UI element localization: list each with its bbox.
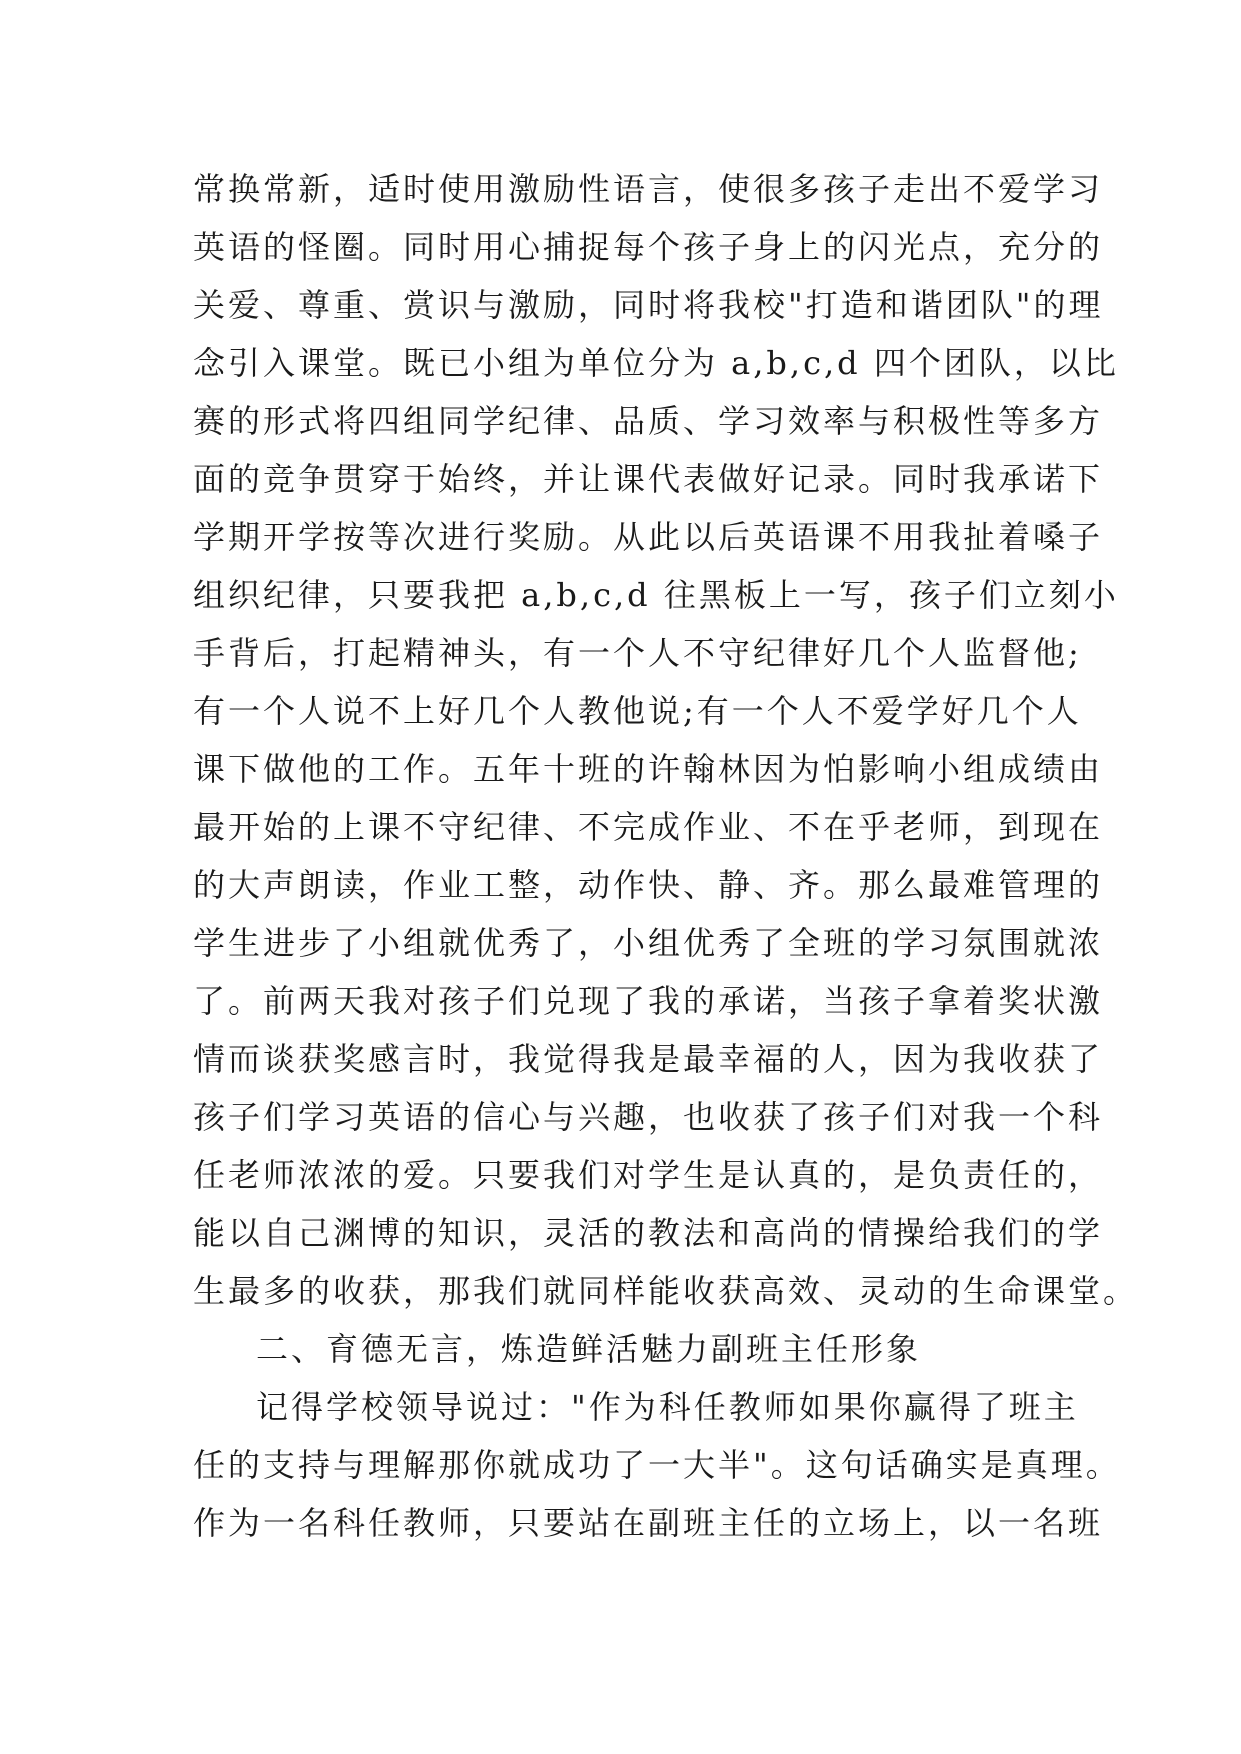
text-line: 最开始的上课不守纪律、不完成作业、不在乎老师，到现在 [193, 808, 1104, 846]
text-line: 念引入课堂。既已小组为单位分为 a,b,c,d 四个团队，以比 [193, 344, 1119, 382]
text-line: 生最多的收获，那我们就同样能收获高效、灵动的生命课堂。 [193, 1272, 1139, 1310]
section-heading: 二、育德无言，炼造鲜活魅力副班主任形象 [256, 1330, 922, 1368]
text-line: 学期开学按等次进行奖励。从此以后英语课不用我扯着嗓子 [193, 518, 1104, 556]
text-line: 手背后，打起精神头，有一个人不守纪律好几个人监督他; [193, 634, 1082, 672]
text-line: 课下做他的工作。五年十班的许翰林因为怕影响小组成绩由 [193, 750, 1104, 788]
text-line: 学生进步了小组就优秀了，小组优秀了全班的学习氛围就浓 [193, 924, 1104, 962]
text-line: 作为一名科任教师，只要站在副班主任的立场上，以一名班 [193, 1504, 1104, 1542]
text-line: 组织纪律，只要我把 a,b,c,d 往黑板上一写，孩子们立刻小 [193, 576, 1119, 614]
text-line: 常换常新，适时使用激励性语言，使很多孩子走出不爱学习 [193, 170, 1104, 208]
text-line: 任的支持与理解那你就成功了一大半"。这句话确实是真理。 [193, 1446, 1121, 1484]
text-line: 情而谈获奖感言时，我觉得我是最幸福的人，因为我收获了 [193, 1040, 1104, 1078]
text-line: 了。前两天我对孩子们兑现了我的承诺，当孩子拿着奖状激 [193, 982, 1104, 1020]
text-line: 面的竞争贯穿于始终，并让课代表做好记录。同时我承诺下 [193, 460, 1104, 498]
text-line: 记得学校领导说过："作为科任教师如果你赢得了班主 [256, 1388, 1079, 1426]
text-line: 关爱、尊重、赏识与激励，同时将我校"打造和谐团队"的理 [193, 286, 1104, 324]
text-line: 英语的怪圈。同时用心捕捉每个孩子身上的闪光点，充分的 [193, 228, 1104, 266]
text-line: 有一个人说不上好几个人教他说;有一个人不爱学好几个人 [193, 692, 1082, 730]
text-line: 能以自己渊博的知识，灵活的教法和高尚的情操给我们的学 [193, 1214, 1104, 1252]
text-line: 孩子们学习英语的信心与兴趣，也收获了孩子们对我一个科 [193, 1098, 1104, 1136]
text-line: 任老师浓浓的爱。只要我们对学生是认真的，是负责任的， [193, 1156, 1104, 1194]
text-line: 的大声朗读，作业工整，动作快、静、齐。那么最难管理的 [193, 866, 1104, 904]
text-line: 赛的形式将四组同学纪律、品质、学习效率与积极性等多方 [193, 402, 1104, 440]
